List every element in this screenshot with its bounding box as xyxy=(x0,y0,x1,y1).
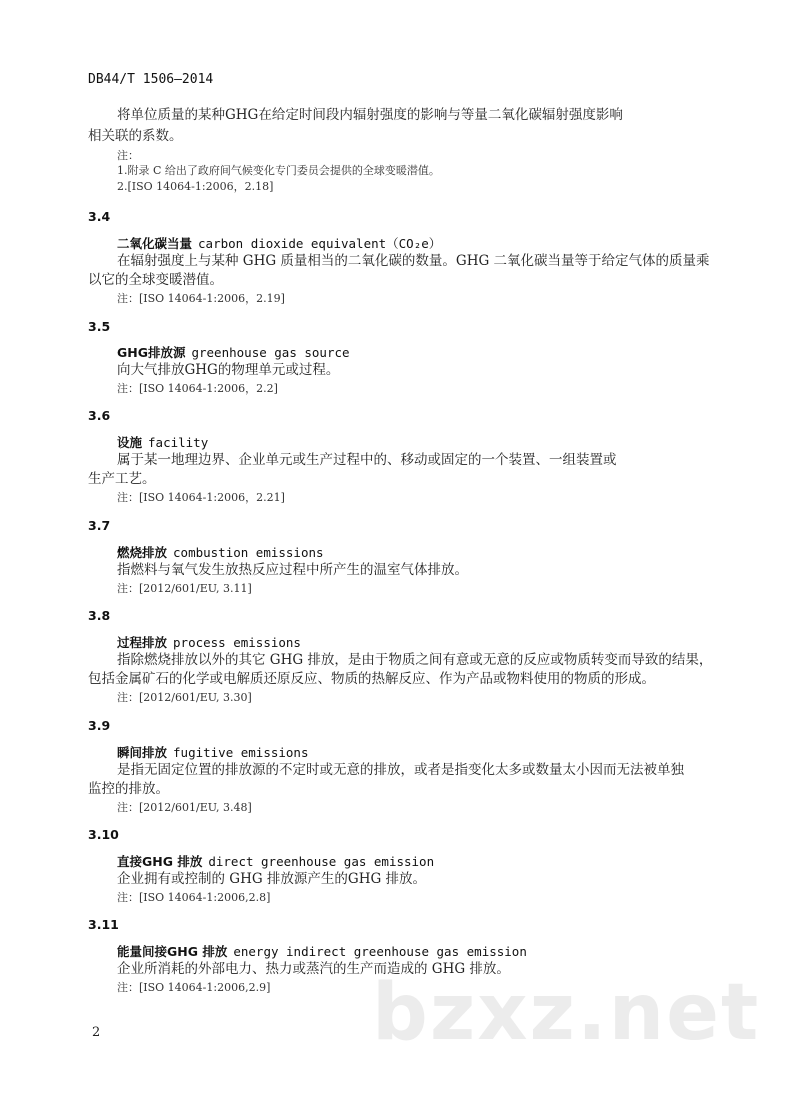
section-number-3-5: 3.5 xyxy=(88,319,111,334)
term-3-8 xyxy=(117,633,301,651)
definition-3-6-line-1: 属于某一地理边界、企业单元或生产过程中的、移动或固定的一个装置、一组装置或 xyxy=(117,452,617,468)
section-number-3-10: 3.10 xyxy=(88,827,119,842)
term-3-9 xyxy=(117,743,308,761)
note-3-9: 注：[2012/601/EU, 3.48] xyxy=(117,801,252,814)
note-3-5: 注：[ISO 14064-1:2006，2.2] xyxy=(117,382,278,395)
intro-note-2: 2.[ISO 14064-1:2006，2.18] xyxy=(117,180,274,193)
note-3-6: 注：[ISO 14064-1:2006，2.21] xyxy=(117,491,285,504)
definition-3-4-line-2: 以它的全球变暖潜值。 xyxy=(88,272,223,288)
term-3-11 xyxy=(117,942,527,960)
note-3-11: 注：[ISO 14064-1:2006,2.9] xyxy=(117,981,271,994)
intro-line-2: 相关联的系数。 xyxy=(88,128,183,144)
section-number-3-11: 3.11 xyxy=(88,917,119,932)
section-number-3-4: 3.4 xyxy=(88,209,111,224)
intro-note-1: 1.附录 C 给出了政府间气候变化专门委员会提供的全球变暖潜值。 xyxy=(117,164,440,177)
term-cn: 设施 xyxy=(117,435,143,450)
term-cn: 瞬间排放 xyxy=(117,745,168,760)
section-number-3-9: 3.9 xyxy=(88,718,111,733)
note-3-4: 注：[ISO 14064-1:2006，2.19] xyxy=(117,292,285,305)
term-cn: 燃烧排放 xyxy=(117,545,168,560)
watermark: bzxz.net xyxy=(372,968,761,1058)
term-cn: 二氧化碳当量 xyxy=(117,236,193,251)
definition-3-6-line-2: 生产工艺。 xyxy=(88,471,156,487)
document-code-header: DB44/T 1506—2014 xyxy=(88,72,214,87)
definition-3-10-line-1: 企业拥有或控制的 GHG 排放源产生的GHG 排放。 xyxy=(117,871,427,887)
definition-3-11-line-1: 企业所消耗的外部电力、热力或蒸汽的生产而造成的 GHG 排放。 xyxy=(117,961,510,977)
term-cn: 能量间接GHG 排放 xyxy=(117,944,228,959)
definition-3-8-line-1: 指除燃烧排放以外的其它 GHG 排放，是由于物质之间有意或无意的反应或物质转变而导致的结果， xyxy=(117,652,713,668)
intro-note-label: 注： xyxy=(117,149,139,162)
definition-3-8-line-2: 包括金属矿石的化学或电解质还原反应、物质的热解反应、作为产品或物料使用的物质的形成。 xyxy=(88,671,655,687)
term-cn: 过程排放 xyxy=(117,635,168,650)
section-number-3-6: 3.6 xyxy=(88,408,111,423)
intro-line-1: 将单位质量的某种GHG在给定时间段内辐射强度的影响与等量二氧化碳辐射强度影响 xyxy=(117,107,623,123)
note-3-7: 注：[2012/601/EU, 3.11] xyxy=(117,582,252,595)
term-3-4 xyxy=(117,234,441,252)
definition-3-4-line-1: 在辐射强度上与某种 GHG 质量相当的二氧化碳的数量。GHG 二氧化碳当量等于给定气体的质量乘 xyxy=(117,253,710,269)
page-number: 2 xyxy=(92,1025,101,1040)
note-3-10: 注：[ISO 14064-1:2006,2.8] xyxy=(117,891,271,904)
term-3-5 xyxy=(117,343,350,361)
term-en: facility xyxy=(148,435,209,450)
definition-3-9-line-2: 监控的排放。 xyxy=(88,781,169,797)
section-number-3-7: 3.7 xyxy=(88,518,111,533)
definition-3-9-line-1: 是指无固定位置的排放源的不定时或无意的排放，或者是指变化太多或数量太小因而无法被单独 xyxy=(117,762,684,778)
term-en: fugitive emissions xyxy=(173,745,309,760)
term-en: process emissions xyxy=(173,635,301,650)
term-en: energy indirect greenhouse gas emission xyxy=(233,944,527,959)
term-cn: 直接GHG 排放 xyxy=(117,854,203,869)
term-en: greenhouse gas source xyxy=(191,345,350,360)
definition-3-5-line-1: 向大气排放GHG的物理单元或过程。 xyxy=(117,362,340,378)
term-3-6 xyxy=(117,433,208,451)
term-3-7 xyxy=(117,543,324,561)
definition-3-7-line-1: 指燃料与氧气发生放热反应过程中所产生的温室气体排放。 xyxy=(117,562,468,578)
term-3-10 xyxy=(117,852,434,870)
section-number-3-8: 3.8 xyxy=(88,608,111,623)
note-3-8: 注：[2012/601/EU, 3.30] xyxy=(117,691,252,704)
term-en: combustion emissions xyxy=(173,545,324,560)
term-en: direct greenhouse gas emission xyxy=(208,854,435,869)
term-en: carbon dioxide equivalent（CO₂e） xyxy=(198,236,442,251)
term-cn: GHG排放源 xyxy=(117,345,186,360)
